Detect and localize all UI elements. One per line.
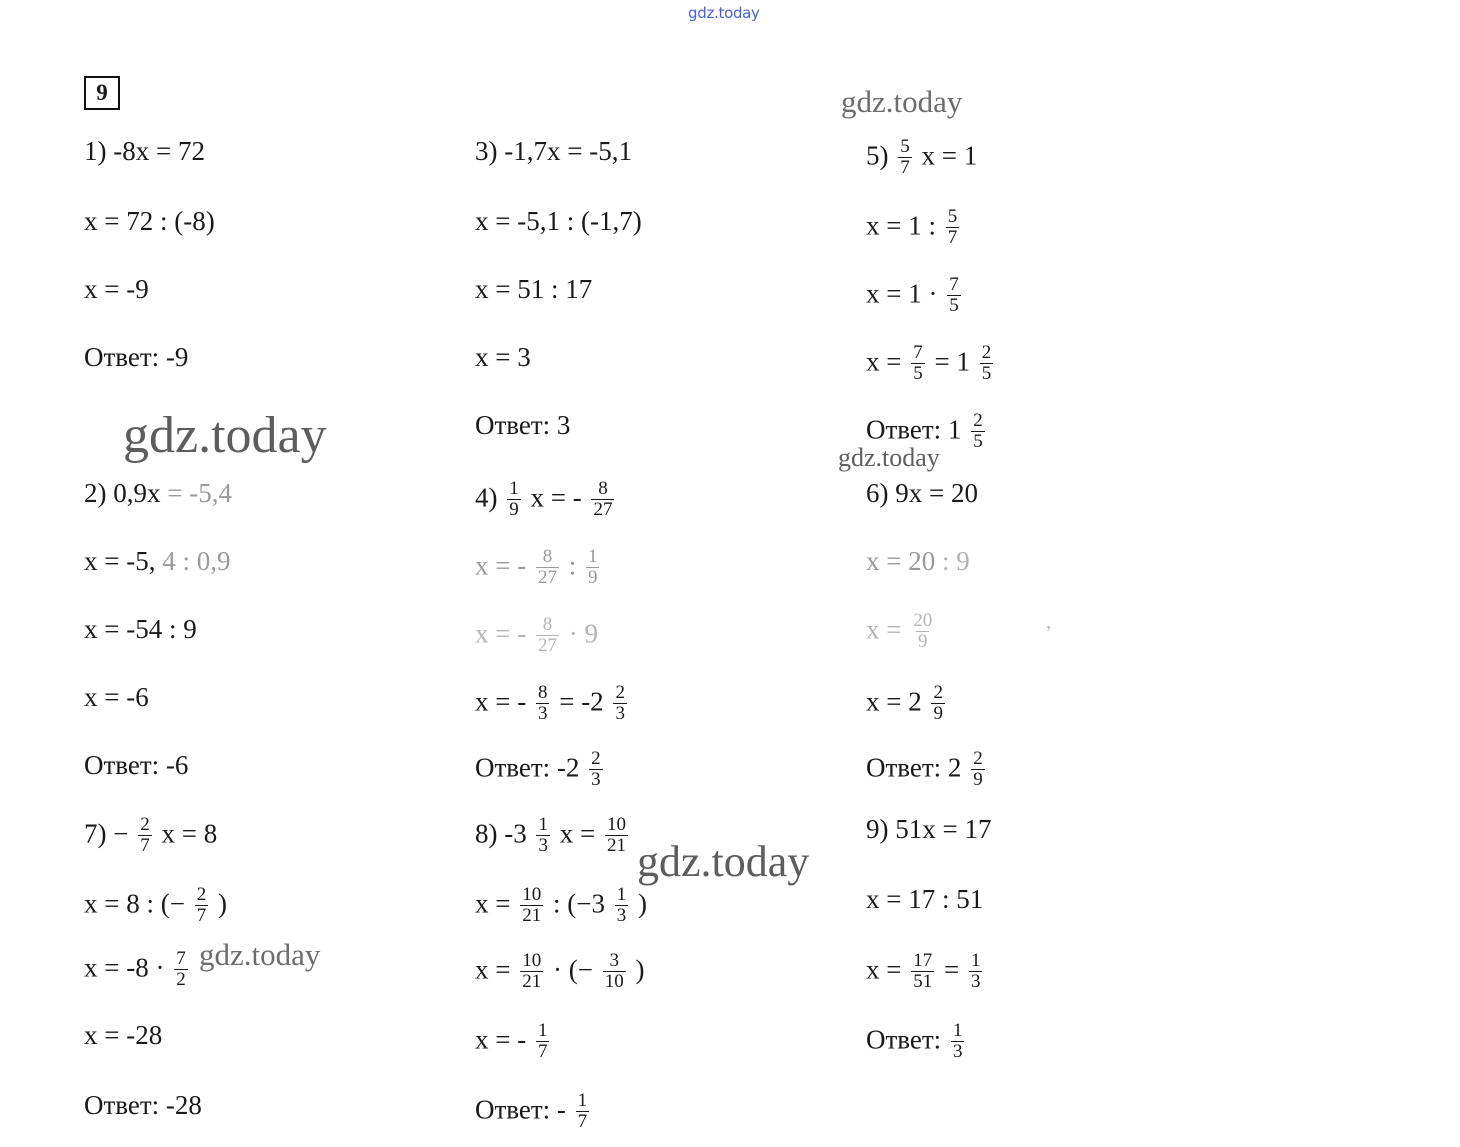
eq-8-line-4 (475, 1022, 552, 1063)
eq-2-line-3: x = -54 : 9 (84, 614, 197, 644)
fraction-5-7 (898, 137, 912, 178)
fraction-denominator: 5 (981, 362, 992, 384)
eq-6-line-4-a: x = 2 (866, 686, 922, 717)
eq-4-line-3 (475, 616, 598, 657)
fraction-10-21-b (520, 885, 543, 926)
eq-8-line-1 (475, 816, 631, 857)
fraction-2-5-b (971, 411, 985, 452)
fraction-denominator: 7 (196, 904, 207, 926)
eq-4-line-1-a: 4) (475, 482, 498, 513)
eq-7-line-2 (84, 886, 227, 927)
eq-6-line-3 (866, 612, 937, 653)
fraction-7-5 (947, 275, 961, 316)
eq-4-line-4 (475, 684, 630, 725)
fraction-numerator: 1 (509, 478, 519, 499)
fraction-numerator: 5 (947, 206, 958, 227)
eq-4-answer (475, 750, 606, 791)
eq-9-line-3-a: x = (866, 954, 902, 985)
fraction-2-9 (931, 683, 945, 724)
fraction-numerator: 2 (591, 748, 601, 769)
fraction-8-3 (536, 683, 550, 724)
fraction-10-21-c (520, 951, 543, 992)
eq-3-line-4: x = 3 (475, 342, 531, 372)
fraction-numerator: 7 (176, 948, 186, 969)
fraction-numerator: 3 (609, 950, 619, 971)
fraction-8-27-b (536, 547, 559, 588)
fraction-denominator: 3 (591, 768, 601, 790)
fraction-denominator: 21 (606, 834, 626, 856)
eq-9-answer (866, 1022, 967, 1063)
eq-5-line-4-a: x = (866, 346, 902, 377)
fraction-denominator: 7 (947, 226, 958, 248)
fraction-denominator: 7 (577, 1110, 588, 1132)
eq-7-line-3 (84, 950, 191, 991)
fraction-numerator: 10 (522, 884, 542, 905)
fraction-numerator: 8 (598, 478, 608, 499)
fraction-denominator: 9 (973, 768, 983, 790)
fraction-numerator: 2 (973, 410, 983, 431)
eq-7-line-1-a: 7) − (84, 818, 129, 849)
watermark-left-bottom: gdz.today (199, 937, 321, 972)
fraction-denominator: 3 (538, 834, 548, 856)
fraction-2-9-b (971, 749, 985, 790)
fraction-2-3 (613, 683, 627, 724)
eq-5-line-1-b: x = 1 (921, 140, 978, 171)
eq-7-line-3-a: x = -8 · (84, 952, 165, 983)
eq-4-line-2 (475, 548, 602, 589)
eq-1-line-3: x = -9 (84, 274, 149, 304)
eq-2-line-2 (84, 548, 230, 575)
eq-6-line-4 (866, 684, 948, 725)
fraction-numerator: 2 (140, 814, 150, 835)
eq-5-line-4 (866, 344, 996, 385)
eq-8-line-2-b: : (−3 (552, 888, 605, 919)
fraction-1-9-b (586, 547, 600, 588)
fraction-1-9 (507, 479, 521, 520)
eq-7-answer: Ответ: -28 (84, 1090, 202, 1120)
fraction-numerator: 2 (615, 682, 625, 703)
eq-7-line-4: x = -28 (84, 1020, 163, 1050)
eq-6-answer (866, 750, 988, 791)
fraction-denominator: 3 (952, 1040, 963, 1062)
eq-6-answer-label: Ответ: 2 (866, 752, 962, 783)
fraction-numerator: 7 (949, 274, 959, 295)
fraction-denominator: 21 (522, 970, 542, 992)
eq-6-line-2-b: : 9 (941, 546, 970, 576)
task-number-box: 9 (84, 76, 120, 110)
fraction-5-7-b (946, 207, 960, 248)
fraction-numerator: 7 (913, 342, 923, 363)
fraction-numerator: 1 (952, 1020, 963, 1041)
eq-6-line-1: 6) 9x = 20 (866, 478, 978, 508)
eq-5-line-1 (866, 138, 977, 179)
fraction-numerator: 1 (616, 884, 627, 905)
fraction-1-3-c (969, 951, 983, 992)
eq-6-line-2 (866, 548, 970, 575)
fraction-denominator: 2 (176, 968, 186, 990)
fraction-numerator: 1 (587, 546, 598, 567)
fraction-denominator: 27 (537, 566, 557, 588)
fraction-denominator: 7 (537, 1040, 548, 1062)
eq-7-line-2-a: x = 8 : (− (84, 888, 185, 919)
eq-9-line-1: 9) 51x = 17 (866, 814, 992, 844)
eq-8-answer-label: Ответ: - (475, 1094, 566, 1125)
fraction-numerator: 1 (537, 1020, 548, 1041)
fraction-numerator: 5 (900, 136, 910, 157)
eq-4-line-2-b: : (568, 550, 577, 581)
eq-3-line-1: 3) -1,7x = -5,1 (475, 136, 632, 166)
fraction-numerator: 2 (981, 342, 992, 363)
fraction-denominator: 5 (949, 294, 959, 316)
eq-4-line-4-b: = -2 (559, 686, 604, 717)
eq-3-line-2: x = -5,1 : (-1,7) (475, 206, 642, 236)
eq-8-line-2-a: x = (475, 888, 511, 919)
eq-7-line-2-b: ) (217, 888, 227, 919)
eq-2-line-1 (84, 480, 232, 507)
eq-6-line-2-a: x = 20 (866, 546, 936, 576)
eq-5-line-4-b: = 1 (934, 346, 970, 377)
fraction-1-3 (536, 815, 550, 856)
fraction-1-7 (536, 1021, 550, 1062)
fraction-2-7 (138, 815, 152, 856)
eq-9-line-3-b: = (943, 954, 960, 985)
fraction-8-27 (591, 479, 614, 520)
fraction-numerator: 20 (913, 610, 933, 631)
eq-8-line-3-c: ) (635, 954, 645, 985)
stray-mark: , (1046, 611, 1051, 633)
watermark-big-left: gdz.today (123, 407, 327, 464)
eq-2-line-4: x = -6 (84, 682, 149, 712)
fraction-20-9 (911, 611, 934, 652)
eq-8-line-2-c: ) (637, 888, 647, 919)
fraction-numerator: 8 (542, 546, 553, 567)
fraction-denominator: 9 (933, 702, 943, 724)
eq-4-answer-label: Ответ: -2 (475, 752, 580, 783)
fraction-numerator: 2 (973, 748, 983, 769)
eq-8-line-3-b: · (− (552, 954, 593, 985)
eq-4-line-4-a: x = - (475, 686, 527, 717)
eq-7-line-1 (84, 816, 217, 857)
fraction-denominator: 27 (537, 634, 557, 656)
fraction-8-27-c (536, 615, 559, 656)
fraction-numerator: 10 (522, 950, 542, 971)
eq-8-line-2 (475, 886, 647, 927)
fraction-denominator: 3 (615, 702, 625, 724)
fraction-numerator: 2 (196, 884, 207, 905)
fraction-17-51 (911, 951, 934, 992)
fraction-1-3-d (951, 1021, 965, 1062)
eq-1-line-1: 1) -8x = 72 (84, 136, 205, 166)
watermark-top: gdz.today (688, 4, 760, 22)
fraction-denominator: 51 (913, 970, 933, 992)
eq-8-line-3-a: x = (475, 954, 511, 985)
fraction-denominator: 9 (587, 566, 598, 588)
eq-6-line-3-a: x = (866, 614, 902, 645)
eq-3-answer: Ответ: 3 (475, 410, 571, 440)
fraction-2-3-b (589, 749, 603, 790)
eq-5-line-2-a: x = 1 : (866, 210, 936, 241)
fraction-numerator: 8 (542, 614, 553, 635)
watermark-right-mid: gdz.today (838, 443, 940, 472)
fraction-denominator: 3 (616, 904, 627, 926)
eq-2-line-2-b: 4 : 0,9 (162, 546, 231, 576)
fraction-numerator: 17 (913, 950, 933, 971)
eq-7-line-1-b: x = 8 (161, 818, 218, 849)
fraction-denominator: 7 (900, 156, 910, 178)
eq-8-line-4-a: x = - (475, 1024, 527, 1055)
eq-5-answer-label: Ответ: 1 (866, 414, 962, 445)
fraction-1-3-b (615, 885, 629, 926)
fraction-denominator: 9 (509, 498, 519, 520)
eq-2-line-1-b: = -5,4 (167, 478, 232, 508)
watermark-center: gdz.today (637, 837, 810, 886)
eq-5-line-2 (866, 208, 962, 249)
fraction-numerator: 2 (933, 682, 943, 703)
eq-4-line-1 (475, 480, 617, 521)
fraction-denominator: 27 (593, 498, 613, 520)
eq-1-answer: Ответ: -9 (84, 342, 189, 372)
fraction-2-7-b (195, 885, 209, 926)
eq-2-line-2-a: x = -5, (84, 546, 156, 576)
eq-4-line-1-b: x = - (530, 482, 582, 513)
fraction-numerator: 1 (538, 814, 548, 835)
eq-2-line-1-a: 2) 0,9x (84, 478, 161, 508)
eq-4-line-3-a: x = - (475, 618, 527, 649)
fraction-7-2 (174, 949, 188, 990)
fraction-numerator: 8 (537, 682, 548, 703)
eq-8-answer (475, 1092, 592, 1133)
fraction-denominator: 21 (522, 904, 542, 926)
fraction-2-5 (980, 343, 994, 384)
eq-4-line-2-a: x = - (475, 550, 527, 581)
fraction-denominator: 3 (537, 702, 548, 724)
eq-5-line-3 (866, 276, 964, 317)
fraction-7-5-b (911, 343, 925, 384)
eq-8-line-1-b: x = (559, 818, 596, 849)
fraction-denominator: 10 (604, 970, 624, 992)
fraction-numerator: 10 (606, 814, 626, 835)
fraction-denominator: 9 (917, 630, 928, 652)
fraction-10-21 (605, 815, 628, 856)
eq-8-line-3 (475, 952, 644, 993)
eq-4-line-3-b: · 9 (568, 618, 598, 649)
watermark-right-top: gdz.today (841, 84, 963, 119)
eq-2-answer: Ответ: -6 (84, 750, 189, 780)
fraction-denominator: 3 (970, 970, 981, 992)
eq-5-line-1-a: 5) (866, 140, 889, 171)
fraction-denominator: 5 (913, 362, 923, 384)
eq-8-line-1-a: 8) -3 (475, 818, 527, 849)
fraction-denominator: 5 (973, 430, 983, 452)
eq-3-line-3: x = 51 : 17 (475, 274, 593, 304)
eq-1-line-2: x = 72 : (-8) (84, 206, 215, 236)
fraction-numerator: 1 (577, 1090, 588, 1111)
fraction-numerator: 1 (970, 950, 981, 971)
fraction-denominator: 7 (140, 834, 150, 856)
eq-9-line-2: x = 17 : 51 (866, 884, 984, 914)
eq-9-line-3 (866, 952, 985, 993)
eq-5-answer (866, 412, 988, 453)
fraction-1-7-b (576, 1091, 590, 1132)
eq-9-answer-label: Ответ: (866, 1024, 942, 1055)
eq-5-line-3-a: x = 1 · (866, 278, 938, 309)
fraction-3-10 (603, 951, 626, 992)
